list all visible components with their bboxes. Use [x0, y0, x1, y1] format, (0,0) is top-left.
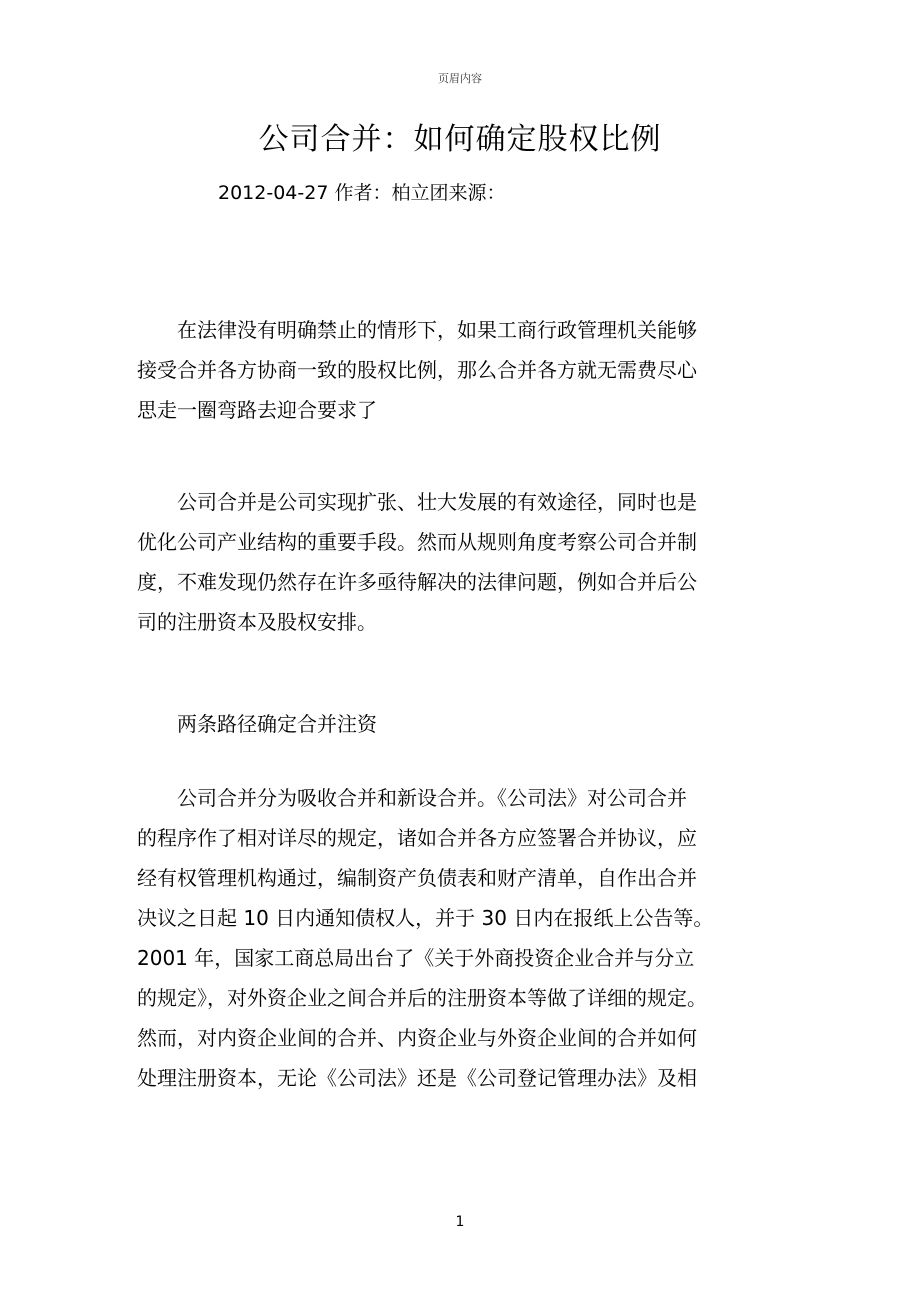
page-header: 页眉内容 — [438, 72, 482, 85]
paragraph-line: 处理注册资本，无论《公司法》还是《公司登记管理办法》及相 — [137, 1066, 697, 1090]
paragraph-2 — [137, 482, 787, 642]
paragraph-line: 公司合并分为吸收合并和新设合并。《公司法》对公司合并 — [177, 786, 687, 810]
paragraph-line: 优化公司产业结构的重要手段。然而从规则角度考察公司合并制 — [137, 530, 697, 554]
paragraph-line: 2001 年，国家工商总局出台了《关于外商投资企业合并与分立 — [137, 946, 695, 970]
paragraph-line: 在法律没有明确禁止的情形下，如果工商行政管理机关能够 — [177, 318, 697, 342]
paragraph-line: 思走一圈弯路去迎合要求了 — [137, 398, 377, 422]
page-title: 公司合并：如何确定股权比例 — [258, 122, 662, 157]
article-meta: 2012-04-27 作者：柏立团来源： — [218, 182, 506, 204]
paragraph-1 — [137, 310, 787, 430]
paragraph-line: 经有权管理机构通过，编制资产负债表和财产清单，自作出合并 — [137, 866, 697, 890]
page-number: 1 — [455, 1214, 465, 1230]
paragraph-line: 度，不难发现仍然存在许多亟待解决的法律问题，例如合并后公 — [137, 570, 697, 594]
paragraph-line: 然而，对内资企业间的合并、内资企业与外资企业间的合并如何 — [137, 1026, 697, 1050]
paragraph-line: 的程序作了相对详尽的规定，诸如合并各方应签署合并协议，应 — [137, 826, 697, 850]
paragraph-line: 决议之日起 10 日内通知债权人，并于 30 日内在报纸上公告等。 — [137, 906, 714, 930]
paragraph-line: 司的注册资本及股权安排。 — [137, 610, 377, 634]
section-heading — [137, 704, 787, 744]
paragraph-3 — [137, 778, 787, 1098]
section-heading-text: 两条路径确定合并注资 — [177, 712, 377, 736]
paragraph-line: 接受合并各方协商一致的股权比例，那么合并各方就无需费尽心 — [137, 358, 697, 382]
paragraph-line: 公司合并是公司实现扩张、壮大发展的有效途径，同时也是 — [177, 490, 697, 514]
paragraph-line: 的规定》，对外资企业之间合并后的注册资本等做了详细的规定。 — [137, 986, 707, 1010]
